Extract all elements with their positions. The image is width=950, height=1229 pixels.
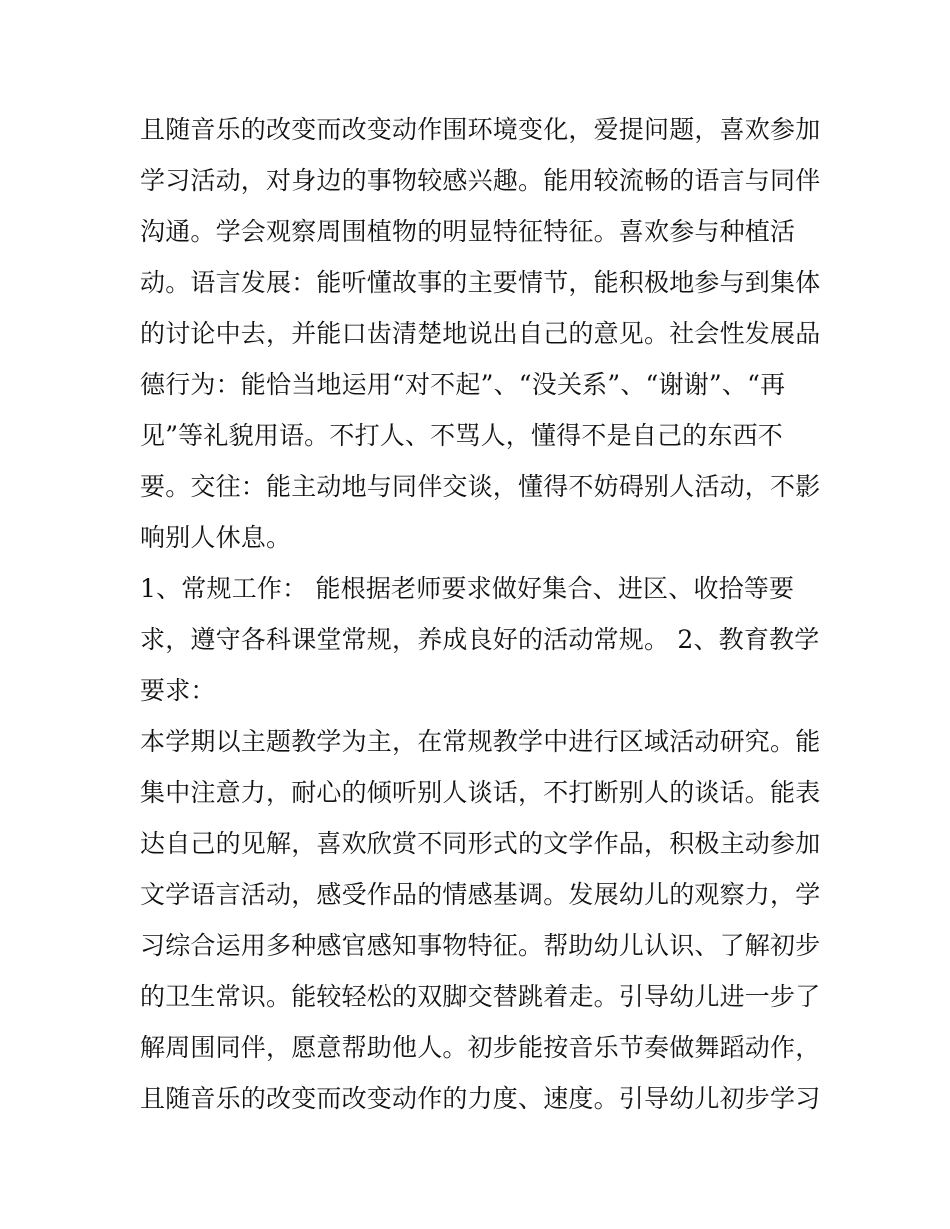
text-line: 动。语言发展：能听懂故事的主要情节，能积极地参与到集体 xyxy=(140,268,821,297)
text-line: 求，遵守各科课堂常规，养成良好的活动常规。 2、教育教学 xyxy=(140,625,820,654)
text-line: 响别人休息。 xyxy=(140,523,292,552)
text-line: 要。交往：能主动地与同伴交谈，懂得不妨碍别人活动，不影 xyxy=(140,472,821,501)
text-line: 学习活动，对身边的事物较感兴趣。能用较流畅的语言与同伴 xyxy=(140,166,821,195)
text-line: 本学期以主题教学为主，在常规教学中进行区域活动研究。能 xyxy=(140,727,821,756)
text-line: 且随音乐的改变而改变动作的力度、速度。引导幼儿初步学习 xyxy=(140,1084,821,1113)
document-body xyxy=(140,104,821,1124)
text-line: 的讨论中去，并能口齿清楚地说出自己的意见。社会性发展品 xyxy=(140,319,821,348)
text-line: 要求： xyxy=(140,676,216,705)
text-line: 达自己的见解，喜欢欣赏不同形式的文学作品，积极主动参加 xyxy=(140,829,821,858)
text-line: 的卫生常识。能较轻松的双脚交替跳着走。引导幼儿进一步了 xyxy=(140,982,821,1011)
text-line: 习综合运用多种感官感知事物特征。帮助幼儿认识、了解初步 xyxy=(140,931,821,960)
text-line: 1、常规工作： 能根据老师要求做好集合、进区、收拾等要 xyxy=(140,574,795,603)
text-line: 解周围同伴，愿意帮助他人。初步能按音乐节奏做舞蹈动作， xyxy=(140,1033,821,1062)
text-line: 文学语言活动，感受作品的情感基调。发展幼儿的观察力，学 xyxy=(140,880,821,909)
text-line: 集中注意力，耐心的倾听别人谈话，不打断别人的谈话。能表 xyxy=(140,778,821,807)
text-line: 德行为：能恰当地运用“对不起”、“没关系”、“谢谢”、“再 xyxy=(140,370,786,399)
text-line: 且随音乐的改变而改变动作围环境变化，爱提问题，喜欢参加 xyxy=(140,115,821,144)
text-line: 沟通。学会观察周围植物的明显特征特征。喜欢参与种植活 xyxy=(140,217,796,246)
text-line: 见”等礼貌用语。不打人、不骂人，懂得不是自己的东西不 xyxy=(140,421,783,450)
